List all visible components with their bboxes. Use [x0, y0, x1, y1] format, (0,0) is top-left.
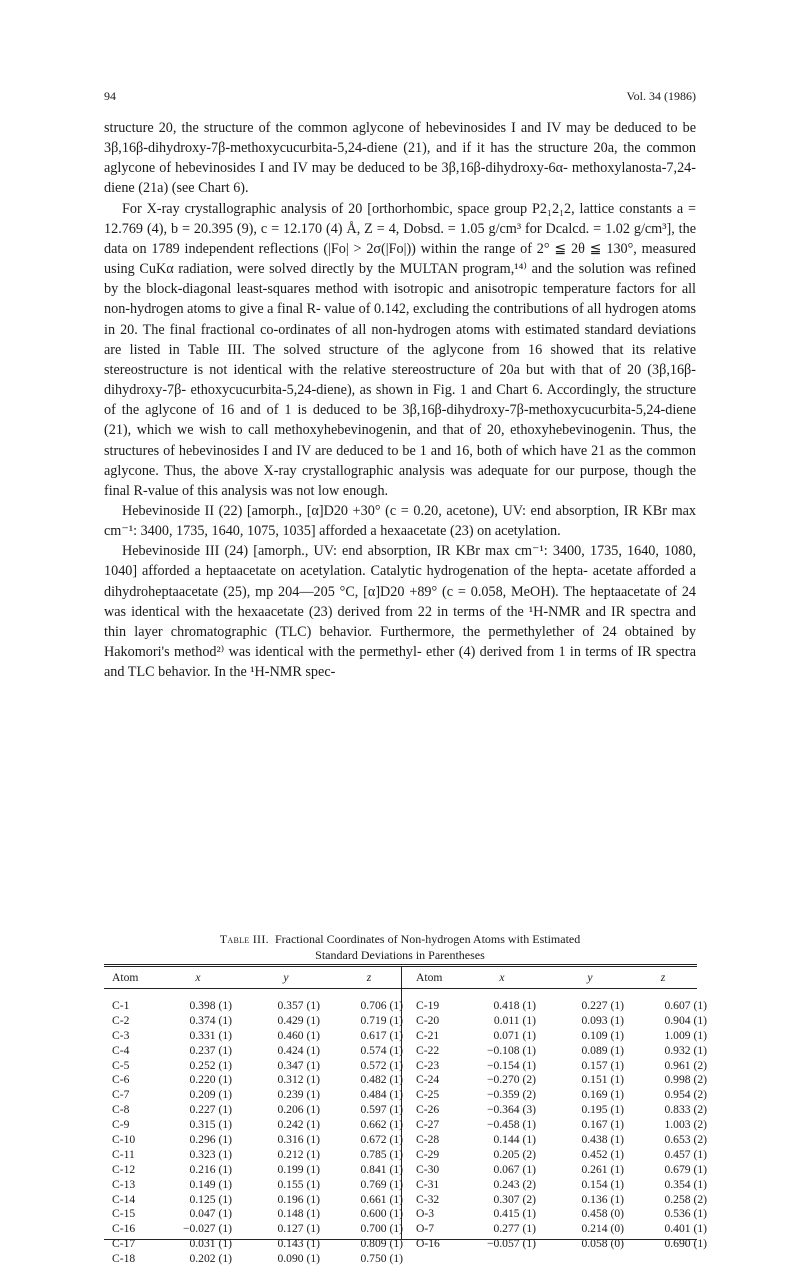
header-y-left: y [283, 971, 289, 984]
cell-left-atom: C-10 [112, 1133, 136, 1147]
line-8: 2° ≦ 2θ ≦ 130°, measured using CuKα radiation, were solved directly by the MULTAN [104, 240, 697, 278]
cell-left-y: 0.429 (1) [277, 1013, 320, 1027]
cell-left-y: 0.316 (1) [277, 1133, 320, 1147]
cell-right-atom: C-31 [416, 1177, 440, 1191]
cell-right-z: 0.607 (1) [664, 999, 707, 1012]
cell-right-atom: C-22 [416, 1043, 440, 1057]
volume-label: Vol. 34 (1986) [626, 89, 696, 103]
cell-right-atom: C-20 [416, 1013, 440, 1027]
cell-right-x: 0.307 (2) [493, 1192, 536, 1206]
line-13: III. The solved structure of the aglycone from 16 showed that its relative stereostructure is not [104, 341, 696, 378]
cell-left-x: 0.216 (1) [189, 1162, 232, 1176]
line-1: structure 20, the structure of the common aglycone of hebevinosides I and IV may be deduced [104, 120, 662, 136]
cell-left-x: 0.323 (1) [189, 1147, 232, 1161]
cell-left-z: 0.617 (1) [360, 1028, 403, 1042]
cell-right-y: 0.438 (1) [581, 1133, 624, 1147]
paragraph-structure-deduction [104, 118, 696, 199]
cell-right-x: 0.243 (2) [493, 1177, 536, 1191]
cell-left-atom: C-15 [112, 1207, 136, 1221]
line-17: (21), which we wish to call methoxyhebevinogenin, and that of 20, ethoxyhebevinogenin. [104, 422, 636, 439]
cell-left-z: 0.484 (1) [360, 1088, 403, 1102]
cell-left-z: 0.769 (1) [360, 1177, 403, 1191]
cell-right-x: 0.067 (1) [493, 1162, 536, 1176]
table-row [104, 1118, 707, 1133]
cell-left-atom: C-14 [112, 1192, 136, 1206]
cell-right-y: 0.214 (0) [581, 1222, 624, 1236]
cell-left-atom: C-11 [112, 1147, 135, 1161]
paragraph-hebevinoside-ii [104, 501, 696, 541]
cell-right-atom: C-27 [416, 1118, 440, 1132]
cell-right-atom: C-21 [416, 1028, 440, 1042]
table-row [104, 1013, 707, 1029]
cell-left-atom: C-16 [112, 1222, 136, 1236]
table-body [104, 999, 707, 1267]
cell-right-x: −0.359 (2) [486, 1088, 536, 1102]
cell-left-x: 0.252 (1) [189, 1058, 232, 1072]
line-14: identical with the relative stereostructure of 20a but with that of 20 (3β,16β-dihydroxy-7β- [104, 361, 696, 399]
table-row [104, 1147, 707, 1163]
cell-right-x: 0.071 (1) [493, 1028, 536, 1042]
page-number: 94 [104, 89, 116, 103]
cell-left-atom: C-12 [112, 1162, 136, 1176]
table-row [104, 1133, 707, 1148]
cell-right-atom: C-32 [416, 1192, 440, 1206]
table-row [104, 1177, 707, 1193]
cell-left-z: 0.719 (1) [360, 1013, 403, 1027]
line-25: acetate afforded a dihydroheptaacetate (25), mp 204—205 °C, [α]D20 +89° (c = 0.058, MeOH). [104, 563, 696, 600]
cell-left-z: 0.750 (1) [360, 1252, 403, 1266]
cell-left-x: 0.202 (1) [189, 1252, 232, 1266]
cell-right-atom: C-30 [416, 1162, 440, 1176]
cell-right-y: 0.058 (0) [581, 1237, 624, 1251]
cell-right-y: 0.136 (1) [581, 1192, 624, 1206]
line-24: 1080, 1040] afforded a heptaacetate on acetylation. Catalytic hydrogenation of the hepta- [104, 543, 696, 580]
cell-left-x: 0.331 (1) [189, 1028, 232, 1042]
header-atom-left: Atom [112, 971, 139, 984]
line-5: For X-ray crystallographic analysis of 20 [orthorhombic, space group P2₁2₁2, lattice [122, 200, 615, 217]
header-atom-right: Atom [416, 971, 443, 984]
table-row [104, 1207, 707, 1222]
line-29: ether (4) derived from 1 in terms of IR spectra and TLC behavior. In the ¹H-NMR spec- [104, 644, 697, 681]
cell-left-y: 0.357 (1) [277, 999, 320, 1012]
cell-right-atom: C-28 [416, 1133, 440, 1147]
cell-right-z: 0.354 (1) [664, 1177, 707, 1191]
table-row [104, 1162, 707, 1178]
cell-right-x: 0.277 (1) [493, 1222, 536, 1236]
cell-left-z: 0.841 (1) [360, 1162, 403, 1176]
line-3: the common aglycone of hebevinosides I and IV may be deduced to be 3β,16β-dihydroxy-6α- [104, 140, 697, 177]
cell-right-z: 0.904 (1) [664, 1013, 707, 1027]
cell-right-y: 0.452 (1) [581, 1147, 624, 1161]
cell-right-atom: C-25 [416, 1088, 440, 1102]
cell-left-z: 0.574 (1) [360, 1043, 403, 1057]
cell-left-y: 0.242 (1) [277, 1118, 320, 1132]
cell-right-atom: C-29 [416, 1147, 440, 1161]
cell-left-y: 0.460 (1) [277, 1028, 320, 1042]
cell-left-z: 0.809 (1) [360, 1237, 403, 1251]
cell-left-y: 0.212 (1) [277, 1147, 320, 1161]
cell-left-atom: C-2 [112, 1013, 130, 1027]
cell-left-y: 0.347 (1) [277, 1058, 320, 1072]
cell-right-x: −0.154 (1) [486, 1058, 536, 1072]
cell-left-x: 0.125 (1) [189, 1192, 232, 1206]
cell-right-y: 0.151 (1) [581, 1073, 624, 1087]
table-row [104, 1028, 707, 1044]
table-row [104, 1073, 707, 1088]
cell-left-z: 0.700 (1) [360, 1222, 403, 1236]
table-row [104, 1088, 707, 1103]
cell-right-z: 0.258 (2) [664, 1192, 707, 1206]
cell-right-atom: O-3 [416, 1207, 435, 1221]
cell-right-x: −0.057 (1) [486, 1237, 536, 1251]
cell-right-atom: C-19 [416, 999, 440, 1012]
cell-right-z: 0.690 (1) [664, 1237, 707, 1251]
cell-left-z: 0.600 (1) [360, 1207, 403, 1221]
cell-left-y: 0.239 (1) [277, 1088, 320, 1102]
cell-left-y: 0.206 (1) [277, 1103, 320, 1117]
table-caption-line-1 [150, 931, 650, 947]
cell-right-z: 1.009 (1) [664, 1028, 707, 1042]
header-x-right: x [499, 971, 505, 984]
line-18: Thus, the structures of hebevinosides I and IV are deduced to be 1 and 16, both of which have [104, 422, 696, 459]
paragraph-xray-analysis [104, 199, 696, 501]
line-20: our purpose, though the final R-value of this analysis was not low enough. [104, 462, 696, 499]
line-11: value of 0.142, excluding the contributions of all hydrogen atoms in 20. The final fractional [104, 301, 696, 338]
line-10: isotropic and anisotropic temperature factors for all non-hydrogen atoms to give a final R- [104, 281, 696, 318]
cell-left-z: 0.661 (1) [360, 1192, 403, 1206]
cell-left-x: 0.227 (1) [189, 1103, 232, 1117]
table-caption [150, 931, 650, 963]
cell-left-x: −0.027 (1) [182, 1222, 232, 1236]
line-12: co-ordinates of all non-hydrogen atoms with estimated standard deviations are listed in Table [104, 321, 696, 358]
cell-right-z: 0.961 (2) [664, 1058, 707, 1072]
cell-right-z: 0.998 (2) [664, 1073, 707, 1087]
cell-left-atom: C-17 [112, 1237, 136, 1251]
cell-right-x: 0.418 (1) [493, 999, 536, 1012]
line-2: to be 3β,16β-dihydroxy-7β-methoxycucurbita-5,24-diene (21), and if it has the structure 20a, [104, 120, 696, 157]
cell-right-y: 0.169 (1) [581, 1088, 624, 1102]
cell-left-x: 0.149 (1) [189, 1177, 232, 1191]
cell-left-y: 0.312 (1) [277, 1073, 320, 1087]
body-text [104, 118, 696, 682]
line-28: permethylether of 24 obtained by Hakomori's method²⁾ was identical with the permethyl- [104, 623, 697, 661]
cell-right-x: −0.364 (3) [486, 1103, 536, 1117]
cell-right-z: 0.653 (2) [664, 1133, 707, 1147]
table-row [104, 1222, 707, 1237]
cell-right-z: 0.457 (1) [664, 1147, 707, 1161]
header-z-left: z [366, 971, 372, 984]
cell-left-z: 0.672 (1) [360, 1133, 403, 1147]
cell-left-z: 0.706 (1) [360, 999, 403, 1012]
table-row [104, 999, 707, 1014]
cell-left-y: 0.196 (1) [277, 1192, 320, 1206]
cell-left-z: 0.597 (1) [360, 1103, 403, 1117]
table-title-2: Standard Deviations in Parentheses [315, 948, 485, 962]
line-26: The heptaacetate of 24 was identical with the hexaacetate (23) derived from 22 in terms of the [104, 583, 697, 620]
table-row [104, 1252, 697, 1267]
header-y-right: y [587, 971, 593, 984]
cell-left-x: 0.209 (1) [189, 1088, 232, 1102]
cell-right-x: −0.458 (1) [486, 1118, 536, 1132]
cell-right-x: 0.415 (1) [493, 1207, 536, 1221]
cell-left-atom: C-7 [112, 1088, 130, 1102]
cell-left-x: 0.398 (1) [189, 999, 232, 1012]
cell-left-x: 0.031 (1) [189, 1237, 232, 1251]
cell-right-x: −0.270 (2) [486, 1073, 536, 1087]
cell-left-y: 0.143 (1) [277, 1237, 320, 1251]
cell-left-x: 0.374 (1) [189, 1013, 232, 1027]
table-title-1: Fractional Coordinates of Non-hydrogen Atoms with Estimated [274, 932, 581, 946]
cell-right-atom: O-16 [416, 1237, 440, 1251]
cell-left-atom: C-18 [112, 1252, 136, 1266]
line-7: 1.02 g/cm³], the data on 1789 independent reflections (|Fo| > 2σ(|Fo|)) within the range of [104, 220, 697, 257]
line-16: aglycone of 16 and of 1 is deduced to be 3β,16β-dihydroxy-7β-methoxycucurbita-5,24-diene [145, 402, 696, 419]
line-23: Hebevinoside III (24) [amorph., UV: end absorption, IR KBr max cm⁻¹: 3400, 1735, 1640, [122, 543, 659, 560]
cell-right-y: 0.195 (1) [581, 1103, 624, 1117]
cell-left-x: 0.220 (1) [189, 1073, 232, 1087]
cell-right-x: 0.205 (2) [493, 1147, 536, 1161]
line-21: Hebevinoside II (22) [amorph., [α]D20 +30° (c = 0.20, acetone), UV: end absorption, [122, 502, 620, 519]
line-9: program,¹⁴⁾ and the solution was refined by the block-diagonal least-squares method with [104, 261, 697, 298]
cell-left-z: 0.482 (1) [360, 1073, 403, 1087]
cell-left-x: 0.237 (1) [189, 1043, 232, 1057]
cell-left-atom: C-13 [112, 1177, 136, 1191]
cell-left-atom: C-4 [112, 1043, 130, 1057]
paragraph-hebevinoside-iii [104, 541, 696, 682]
cell-right-y: 0.458 (0) [581, 1207, 624, 1221]
cell-left-atom: C-1 [112, 999, 130, 1012]
cell-left-atom: C-9 [112, 1118, 130, 1132]
table-row [104, 1103, 707, 1118]
cell-right-x: −0.108 (1) [486, 1043, 536, 1057]
cell-right-y: 0.109 (1) [581, 1028, 624, 1042]
cell-left-x: 0.315 (1) [189, 1118, 232, 1132]
cell-right-atom: C-23 [416, 1058, 440, 1072]
line-27: ¹H-NMR and IR spectra and thin layer chromatographic (TLC) behavior. Furthermore, the [104, 603, 696, 640]
cell-right-z: 0.536 (1) [664, 1207, 707, 1221]
cell-left-atom: C-8 [112, 1103, 130, 1117]
line-22: IR KBr max cm⁻¹: 3400, 1735, 1640, 1075, 1035] afforded a hexaacetate (23) on acetylation. [104, 502, 696, 540]
table-row [104, 1192, 707, 1208]
cell-left-y: 0.199 (1) [277, 1162, 320, 1176]
cell-left-atom: C-3 [112, 1028, 130, 1042]
line-4: methoxylanosta-7,24-diene (21a) (see Chart 6). [104, 160, 696, 197]
line-15: ethoxycucurbita-5,24-diene), as shown in Fig. 1 and Chart 6. Accordingly, the structure of the [104, 382, 696, 419]
cell-left-y: 0.148 (1) [277, 1207, 320, 1221]
cell-right-y: 0.227 (1) [581, 999, 624, 1012]
cell-left-x: 0.296 (1) [189, 1133, 232, 1147]
cell-right-z: 0.954 (2) [664, 1088, 707, 1102]
cell-right-y: 0.261 (1) [581, 1162, 624, 1176]
cell-left-y: 0.090 (1) [277, 1252, 320, 1266]
cell-left-y: 0.424 (1) [277, 1043, 320, 1057]
cell-right-z: 0.401 (1) [664, 1222, 707, 1236]
cell-right-z: 0.679 (1) [664, 1162, 707, 1176]
cell-right-y: 0.089 (1) [581, 1043, 624, 1057]
table-row [104, 1058, 707, 1074]
cell-right-atom: C-26 [416, 1103, 440, 1117]
cell-left-y: 0.127 (1) [277, 1222, 320, 1236]
cell-right-y: 0.167 (1) [581, 1118, 624, 1132]
cell-right-y: 0.154 (1) [581, 1177, 624, 1191]
line-19: 21 as the common aglycone. Thus, the above X-ray crystallographic analysis was adequate for [104, 442, 696, 479]
cell-right-atom: O-7 [416, 1222, 435, 1236]
cell-right-y: 0.093 (1) [581, 1013, 624, 1027]
running-header [104, 89, 696, 105]
table-bottom-rule [104, 1239, 697, 1240]
cell-left-y: 0.155 (1) [277, 1177, 320, 1191]
table-top-rule [104, 964, 697, 965]
cell-right-z: 1.003 (2) [664, 1118, 707, 1132]
cell-right-z: 0.833 (2) [664, 1103, 707, 1117]
cell-left-atom: C-5 [112, 1058, 130, 1072]
line-6: constants a = 12.769 (4), b = 20.395 (9), c = 12.170 (4) Å, Z = 4, Dobsd. = 1.05 g/cm³ for Dcalcd. = [104, 200, 697, 237]
cell-left-atom: C-6 [112, 1073, 130, 1087]
cell-right-x: 0.144 (1) [493, 1133, 536, 1147]
cell-right-atom: C-24 [416, 1073, 440, 1087]
cell-left-x: 0.047 (1) [189, 1207, 232, 1221]
table-row [104, 1043, 707, 1059]
cell-right-y: 0.157 (1) [581, 1058, 624, 1072]
cell-left-z: 0.785 (1) [360, 1147, 403, 1161]
cell-right-z: 0.932 (1) [664, 1043, 707, 1057]
cell-left-z: 0.572 (1) [360, 1058, 403, 1072]
cell-left-z: 0.662 (1) [360, 1118, 403, 1132]
cell-right-x: 0.011 (1) [493, 1013, 536, 1027]
table-label: Table III. [219, 932, 269, 946]
header-x-left: x [195, 971, 201, 984]
header-z-right: z [660, 971, 666, 984]
